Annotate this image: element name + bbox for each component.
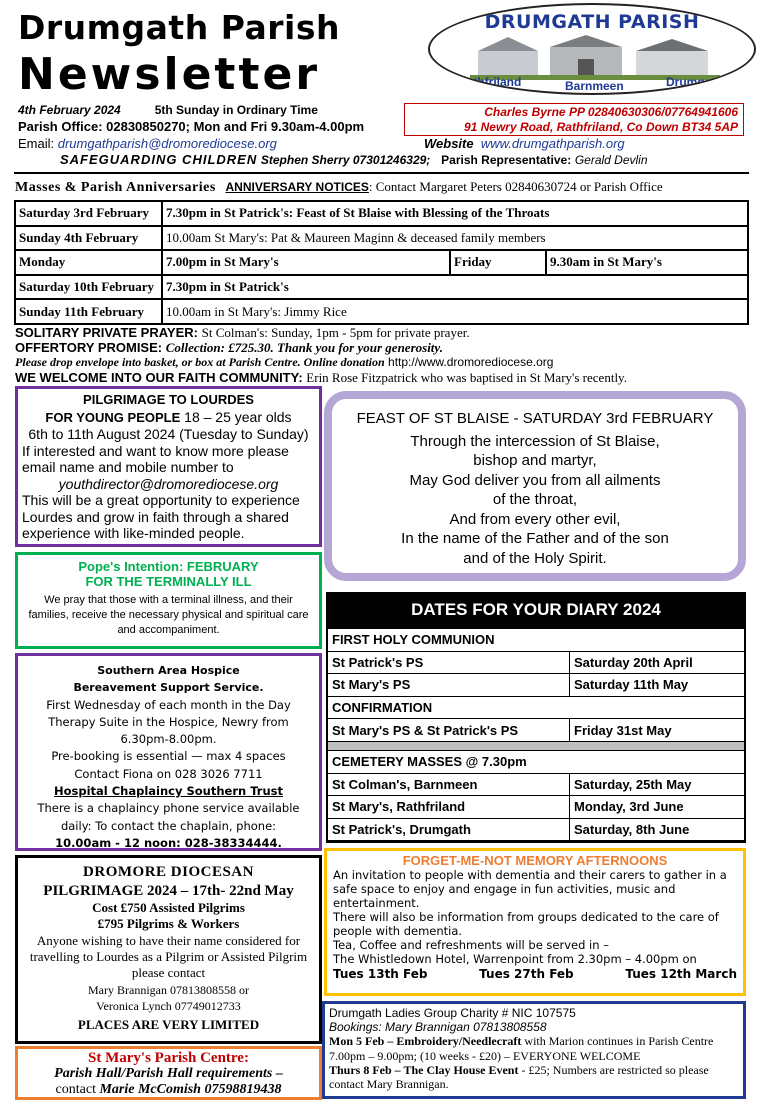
safeguarding-label: SAFEGUARDING CHILDREN (60, 152, 258, 167)
memory-dates (333, 967, 737, 981)
memory-p3: Tea, Coffee and refreshments will be served in – (333, 938, 609, 952)
newsletter-title-line1: Drumgath Parish (18, 8, 340, 47)
mass-day: Saturday 3rd February (15, 201, 162, 226)
memory-afternoons-box (324, 848, 746, 996)
ladies-group-box (322, 1001, 746, 1099)
welcome-notice (15, 370, 755, 385)
safeguarding-contact: Stephen Sherry 07301246329; (260, 153, 431, 167)
diary-section (326, 592, 746, 843)
blaise-line: and of the Holy Spirit. (463, 549, 607, 567)
memory-date: Tues 12th March (625, 967, 737, 981)
logo-town-3: Drumgath (666, 75, 723, 89)
table-row (15, 250, 748, 275)
mass-day: Saturday 10th February (15, 275, 162, 300)
table-row (328, 750, 745, 773)
blaise-box (324, 391, 746, 581)
prayer-label: SOLITARY PRIVATE PRAYER: (15, 325, 198, 340)
table-row (328, 773, 745, 796)
envelope-notice (15, 355, 755, 370)
lourdes-email[interactable]: youthdirector@dromorediocese.org (58, 475, 279, 492)
diary-place: St Patrick's PS (328, 651, 570, 674)
diary-place: St Colman's, Barnmeen (328, 773, 570, 796)
email-link[interactable]: drumgathparish@dromorediocese.org (57, 136, 277, 151)
mass-day: Sunday 11th February (15, 299, 162, 324)
lourdes-young: FOR YOUNG PEOPLE (45, 409, 181, 425)
table-row (15, 201, 748, 226)
dromore-footer: PLACES ARE VERY LIMITED (77, 1016, 260, 1032)
blaise-line: In the name of the Father and of the son (401, 530, 669, 547)
date-text: 4th February 2024 (18, 103, 121, 117)
blaise-line: bishop and martyr, (473, 452, 597, 469)
memory-date: Tues 27th Feb (479, 967, 574, 981)
hospice-subtitle: Bereavement Support Service. (73, 681, 264, 695)
monday-label: Mon 5 Feb – Embroidery/Needlecraft (329, 1034, 522, 1049)
parish-logo (428, 3, 756, 95)
address-line: 91 Newry Road, Rathfriland, Co Down BT34 5AP (463, 120, 738, 134)
pope-subtitle: FOR THE TERMINALLY ILL (85, 574, 252, 589)
mass-day-2: Friday (450, 250, 546, 275)
diary-date: Saturday 11th May (570, 674, 745, 697)
chaplaincy-hours: 10.00am - 12 noon: 028-38334444. (55, 835, 282, 850)
hospice-body2: Pre-booking is essential — max 4 spaces (51, 749, 286, 764)
masses-heading: Masses & Parish Anniversaries (15, 180, 216, 195)
hospice-box (15, 653, 322, 851)
anniversary-label: ANNIVERSARY NOTICES (225, 180, 369, 194)
thursday-text: - £25; Numbers are restricted so please contact Mary Brannigan. (329, 1062, 709, 1092)
blaise-line: Through the intercession of St Blaise, (410, 432, 660, 450)
diary-body (327, 628, 745, 841)
notices (15, 325, 755, 385)
thursday-label: Thurs 8 Feb – The Clay House Event (329, 1062, 519, 1077)
centre-title: St Mary's Parish Centre: (88, 1050, 249, 1066)
diary-date: Monday, 3rd June (570, 796, 745, 819)
website-label: Website (424, 136, 474, 151)
pope-body: We pray that those with a terminal illness, and their families, receive the necessary physical and spiritual care and accompaniment. (28, 594, 309, 636)
memory-p1: An invitation to people with dementia and their carers to gather in a safe space to enjoy and engage in fun activities, music and entertainment. (333, 868, 727, 910)
diary-table (327, 628, 745, 841)
welcome-text: Erin Rose Fitzpatrick who was baptised in St Mary's recently. (306, 370, 627, 385)
blaise-line: And from every other evil, (449, 510, 621, 528)
centre-line2: Parish Hall/Parish Hall requirements – (54, 1066, 283, 1081)
memory-date: Tues 13th Feb (333, 967, 428, 981)
diary-date: Saturday, 25th May (570, 773, 745, 796)
diary-place: St Mary's PS & St Patrick's PS (328, 719, 570, 742)
dromore-contact2: Veronica Lynch 07749012733 (96, 999, 241, 1014)
logo-town-2: Barnmeen (565, 79, 624, 93)
lourdes-body2: This will be a great opportunity to experience Lourdes and grow in faith through a shared experience with like-minded people. (22, 492, 300, 541)
mass-day: Sunday 4th February (15, 226, 162, 251)
blaise-title: FEAST OF ST BLAISE - SATURDAY 3rd FEBRUARY (356, 410, 714, 427)
memory-p4: The Whistledown Hotel, Warrenpoint from 2.30pm – 4.00pm on (333, 952, 697, 966)
table-row (328, 674, 745, 697)
mass-detail: 7.30pm in St Patrick's: Feast of St Blaise with Blessing of the Throats (162, 201, 748, 226)
diary-date: Saturday, 8th June (570, 818, 745, 841)
dromore-pilgrimage-box (15, 855, 322, 1044)
diary-date: Friday 31st May (570, 719, 745, 742)
memory-p2: There will also be information from groups dedicated to the care of people with dementia. (333, 910, 719, 938)
mass-day: Monday (15, 250, 162, 275)
dromore-body: Anyone wishing to have their name considered for travelling to Lourdes as a Pilgrim or Assisted Pilgrim please contact (29, 932, 308, 981)
newsletter-title-line2: Newsletter (18, 49, 321, 100)
parish-centre-box (15, 1046, 322, 1100)
table-row (328, 696, 745, 719)
logo-town-1: Rathfriland (458, 75, 522, 89)
liturgical-sunday: 5th Sunday in Ordinary Time (154, 103, 318, 117)
table-row (328, 719, 745, 742)
table-row (328, 651, 745, 674)
dromore-cost1: Cost £750 Assisted Pilgrims (92, 899, 245, 915)
logo-top-text: DRUMGATH PARISH (484, 11, 700, 33)
priest-line: Charles Byrne PP 02840630306/07764941606 (484, 105, 738, 119)
ladies-title: Drumgath Ladies Group Charity # NIC 107575 (329, 1006, 576, 1020)
table-row (15, 275, 748, 300)
dromore-contact1: Mary Brannigan 07813808558 or (88, 982, 249, 997)
welcome-label: WE WELCOME INTO OUR FAITH COMMUNITY: (15, 370, 303, 385)
mass-detail: 10.00am St Mary's: Pat & Maureen Maginn & deceased family members (162, 226, 748, 251)
info-date (18, 103, 318, 117)
offertory-label: OFFERTORY PROMISE: (15, 340, 163, 355)
chaplaincy-title: Hospital Chaplaincy Southern Trust (53, 784, 283, 799)
memory-title: FORGET-ME-NOT MEMORY AFTERNOONS (402, 853, 668, 868)
mass-detail: 7.30pm in St Patrick's (162, 275, 748, 300)
centre-contact-label: contact (55, 1082, 96, 1097)
lourdes-body1: If interested and want to know more please email name and mobile number to (22, 442, 289, 475)
rep-name: Gerald Devlin (574, 153, 648, 167)
table-row (328, 796, 745, 819)
lourdes-subtitle (22, 409, 315, 427)
diary-place: St Mary's, Rathfriland (328, 796, 570, 819)
churches-illustration (470, 35, 720, 80)
email-label: Email: (18, 136, 55, 151)
hospice-contact: Contact Fiona on 028 3026 7711 (74, 766, 263, 781)
pope-intention-box (15, 552, 322, 649)
diary-date: Saturday 20th April (570, 651, 745, 674)
anniversary-text: : Contact Margaret Peters 02840630724 or Parish Office (368, 179, 663, 194)
lourdes-ages: 18 – 25 year olds (180, 408, 292, 425)
lourdes-title: PILGRIMAGE TO LOURDES (83, 392, 254, 407)
prayer-text: St Colman's: Sunday, 1pm - 5pm for private prayer. (201, 325, 470, 340)
table-row (15, 299, 748, 324)
chaplaincy-body: There is a chaplaincy phone service available daily: To contact the chaplain, phone: (37, 801, 300, 833)
diary-separator (328, 741, 745, 750)
table-row (328, 741, 745, 750)
header-divider (14, 172, 749, 174)
priest-contact-box (404, 103, 744, 136)
table-row (328, 629, 745, 652)
table-row (15, 226, 748, 251)
dromore-dates: PILGRIMAGE 2024 – 17th- 22nd May (43, 883, 294, 900)
safeguarding-line (60, 152, 648, 167)
mass-schedule-table (14, 200, 749, 325)
mass-detail: 10.00am in St Mary's: Jimmy Rice (162, 299, 748, 324)
ladies-thursday (329, 1063, 739, 1091)
lourdes-box (15, 386, 322, 547)
dromore-title: DROMORE DIOCESAN (83, 864, 254, 880)
ladies-bookings: Bookings: Mary Brannigan 07813808558 (329, 1020, 547, 1035)
lourdes-dates: 6th to 11th August 2024 (Tuesday to Sunday) (28, 426, 309, 442)
envelope-link[interactable]: http://www.dromorediocese.org (388, 355, 554, 369)
offertory-text: Collection: £725.30. Thank you for your generosity. (165, 340, 443, 355)
table-row (328, 818, 745, 841)
offertory-notice (15, 340, 755, 355)
email-line (18, 136, 718, 151)
diary-section-label: CONFIRMATION (328, 696, 745, 719)
centre-line3 (22, 1082, 315, 1098)
blaise-line: May God deliver you from all ailments (409, 471, 661, 489)
website-link[interactable]: www.drumgathparish.org (480, 136, 625, 151)
hospice-title: Southern Area Hospice (97, 664, 240, 677)
website-group (424, 136, 625, 151)
prayer-notice (15, 325, 755, 340)
centre-contact-name: Marie McComish 07598819438 (99, 1082, 282, 1097)
diary-title: DATES FOR YOUR DIARY 2024 (411, 600, 661, 619)
mass-detail-2: 9.30am in St Mary's (546, 250, 748, 275)
rep-label: Parish Representative: (441, 153, 572, 167)
diary-place: St Patrick's, Drumgath (328, 818, 570, 841)
masses-heading-line (15, 179, 663, 196)
diary-section-label: CEMETERY MASSES @ 7.30pm (328, 750, 745, 773)
ladies-monday (329, 1034, 739, 1062)
envelope-text: Please drop envelope into basket, or box at Parish Centre. Online donation (15, 355, 385, 369)
blaise-line: of the throat, (492, 491, 578, 508)
parish-office: Parish Office: 02830850270; Mon and Fri 9.30am-4.00pm (18, 119, 365, 134)
mass-detail: 7.00pm in St Mary's (162, 250, 450, 275)
diary-place: St Mary's PS (328, 674, 570, 697)
pope-title: Pope's Intention: FEBRUARY (78, 559, 259, 574)
monday-text: with Marion continues in Parish Centre 7.00pm – 9.00pm; (10 weeks - £20) – EVERYONE WELCOME (329, 1034, 714, 1063)
dromore-cost2: £795 Pilgrims & Workers (97, 916, 240, 932)
hospice-body1: First Wednesday of each month in the Day Therapy Suite in the Hospice, Newry from 6.30pm-8.00pm. (46, 697, 291, 747)
diary-section-label: FIRST HOLY COMMUNION (328, 629, 745, 652)
